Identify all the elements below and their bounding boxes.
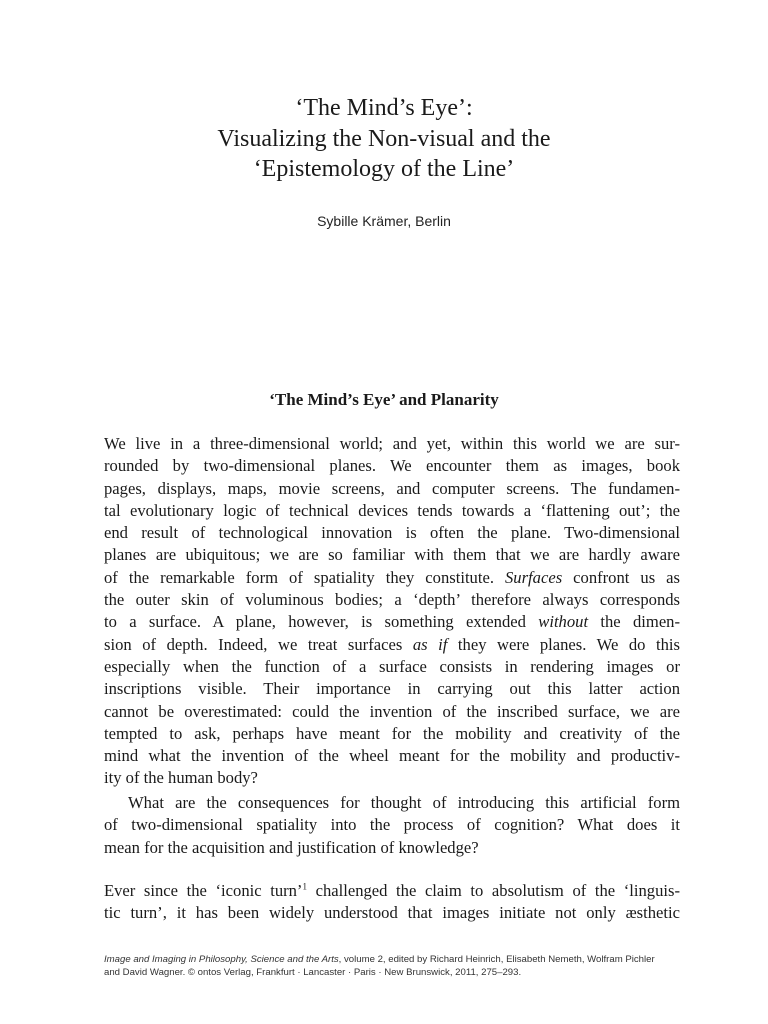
footnote-marker: 1 <box>302 881 307 892</box>
text-line: pages, displays, maps, movie screens, and computer screens. The fundamen- <box>104 478 680 498</box>
text-span: confront us as <box>562 567 680 587</box>
text-line: tic turn’, it has been widely understood that images initiate not only æsthetic <box>104 903 680 923</box>
text-line: of two-dimensional spatiality into the process of cognition? What does it <box>104 815 680 835</box>
text-line: We live in a three-dimensional world; and yet, within this world we are sur- <box>104 434 680 453</box>
text-span: of the remarkable form of spatiality they constitute. <box>104 567 505 587</box>
text-line: tal evolutionary logic of technical devices tends towards a ‘flattening out’; the <box>104 500 680 520</box>
book-title: Image and Imaging in Philosophy, Science and the Arts <box>104 954 339 965</box>
text-line: tempted to ask, perhaps have meant for the mobility and creativity of the <box>104 723 680 743</box>
text-line: mind what the invention of the wheel meant for the mobility and productiv- <box>104 746 680 766</box>
emphasis-as-if: as if <box>412 634 448 654</box>
paragraph-2 <box>104 792 680 859</box>
text-line: end result of technological innovation is often the plane. Two-dimensional <box>104 523 680 543</box>
emphasis-without: without <box>538 612 589 632</box>
paper-title-line-3: ‘Epistemology of the Line’ <box>253 156 515 182</box>
text-line <box>104 567 680 589</box>
footnote-line: and David Wagner. © ontos Verlag, Frankfurt · Lancaster · Paris · New Brunswick, 2011, 275–293. <box>104 967 522 978</box>
text-line <box>104 611 680 633</box>
text-line: the outer skin of voluminous bodies; a ‘depth’ therefore always corresponds <box>104 590 680 610</box>
text-span: they were planes. We do this <box>447 634 680 654</box>
paragraph-3 <box>104 880 680 925</box>
text-line: ity of the human body? <box>104 768 258 788</box>
emphasis-surfaces: Surfaces <box>505 567 563 587</box>
paragraph-1 <box>104 433 680 790</box>
text-line: planes are ubiquitous; we are so familiar with them that we are hardly aware <box>104 545 680 565</box>
text-line: cannot be overestimated: could the invention of the inscribed surface, we are <box>104 701 680 721</box>
text-line: What are the consequences for thought of introducing this artificial form <box>128 793 680 812</box>
source-footnote <box>104 953 682 979</box>
text-span: challenged the claim to absolutism of the ‘linguis- <box>306 881 680 900</box>
text-span: the dimen- <box>588 612 681 632</box>
text-line: mean for the acquisition and justification of knowledge? <box>104 837 479 857</box>
section-heading: ‘The Mind’s Eye’ and Planarity <box>269 390 499 409</box>
footnote-line <box>104 953 682 966</box>
text-line: especially when the function of a surface consists in rendering images or <box>104 656 680 676</box>
text-line <box>104 634 680 656</box>
author-line: Sybille Krämer, Berlin <box>317 213 451 229</box>
paper-title-line-2: Visualizing the Non-visual and the <box>217 126 551 152</box>
text-line: rounded by two-dimensional planes. We encounter them as images, book <box>104 456 680 476</box>
text-line: inscriptions visible. Their importance in carrying out this latter action <box>104 679 680 699</box>
text-span: , volume 2, edited by Richard Heinrich, Elisabeth Nemeth, Wolfram Pichler <box>338 954 655 965</box>
paper-title-line-1: ‘The Mind’s Eye’: <box>295 95 473 121</box>
text-span: Ever since the ‘iconic turn’ <box>104 881 303 900</box>
text-span: sion of depth. Indeed, we treat surfaces <box>104 634 413 654</box>
text-span: to a surface. A plane, however, is something extended <box>104 612 539 632</box>
text-line <box>104 880 680 902</box>
